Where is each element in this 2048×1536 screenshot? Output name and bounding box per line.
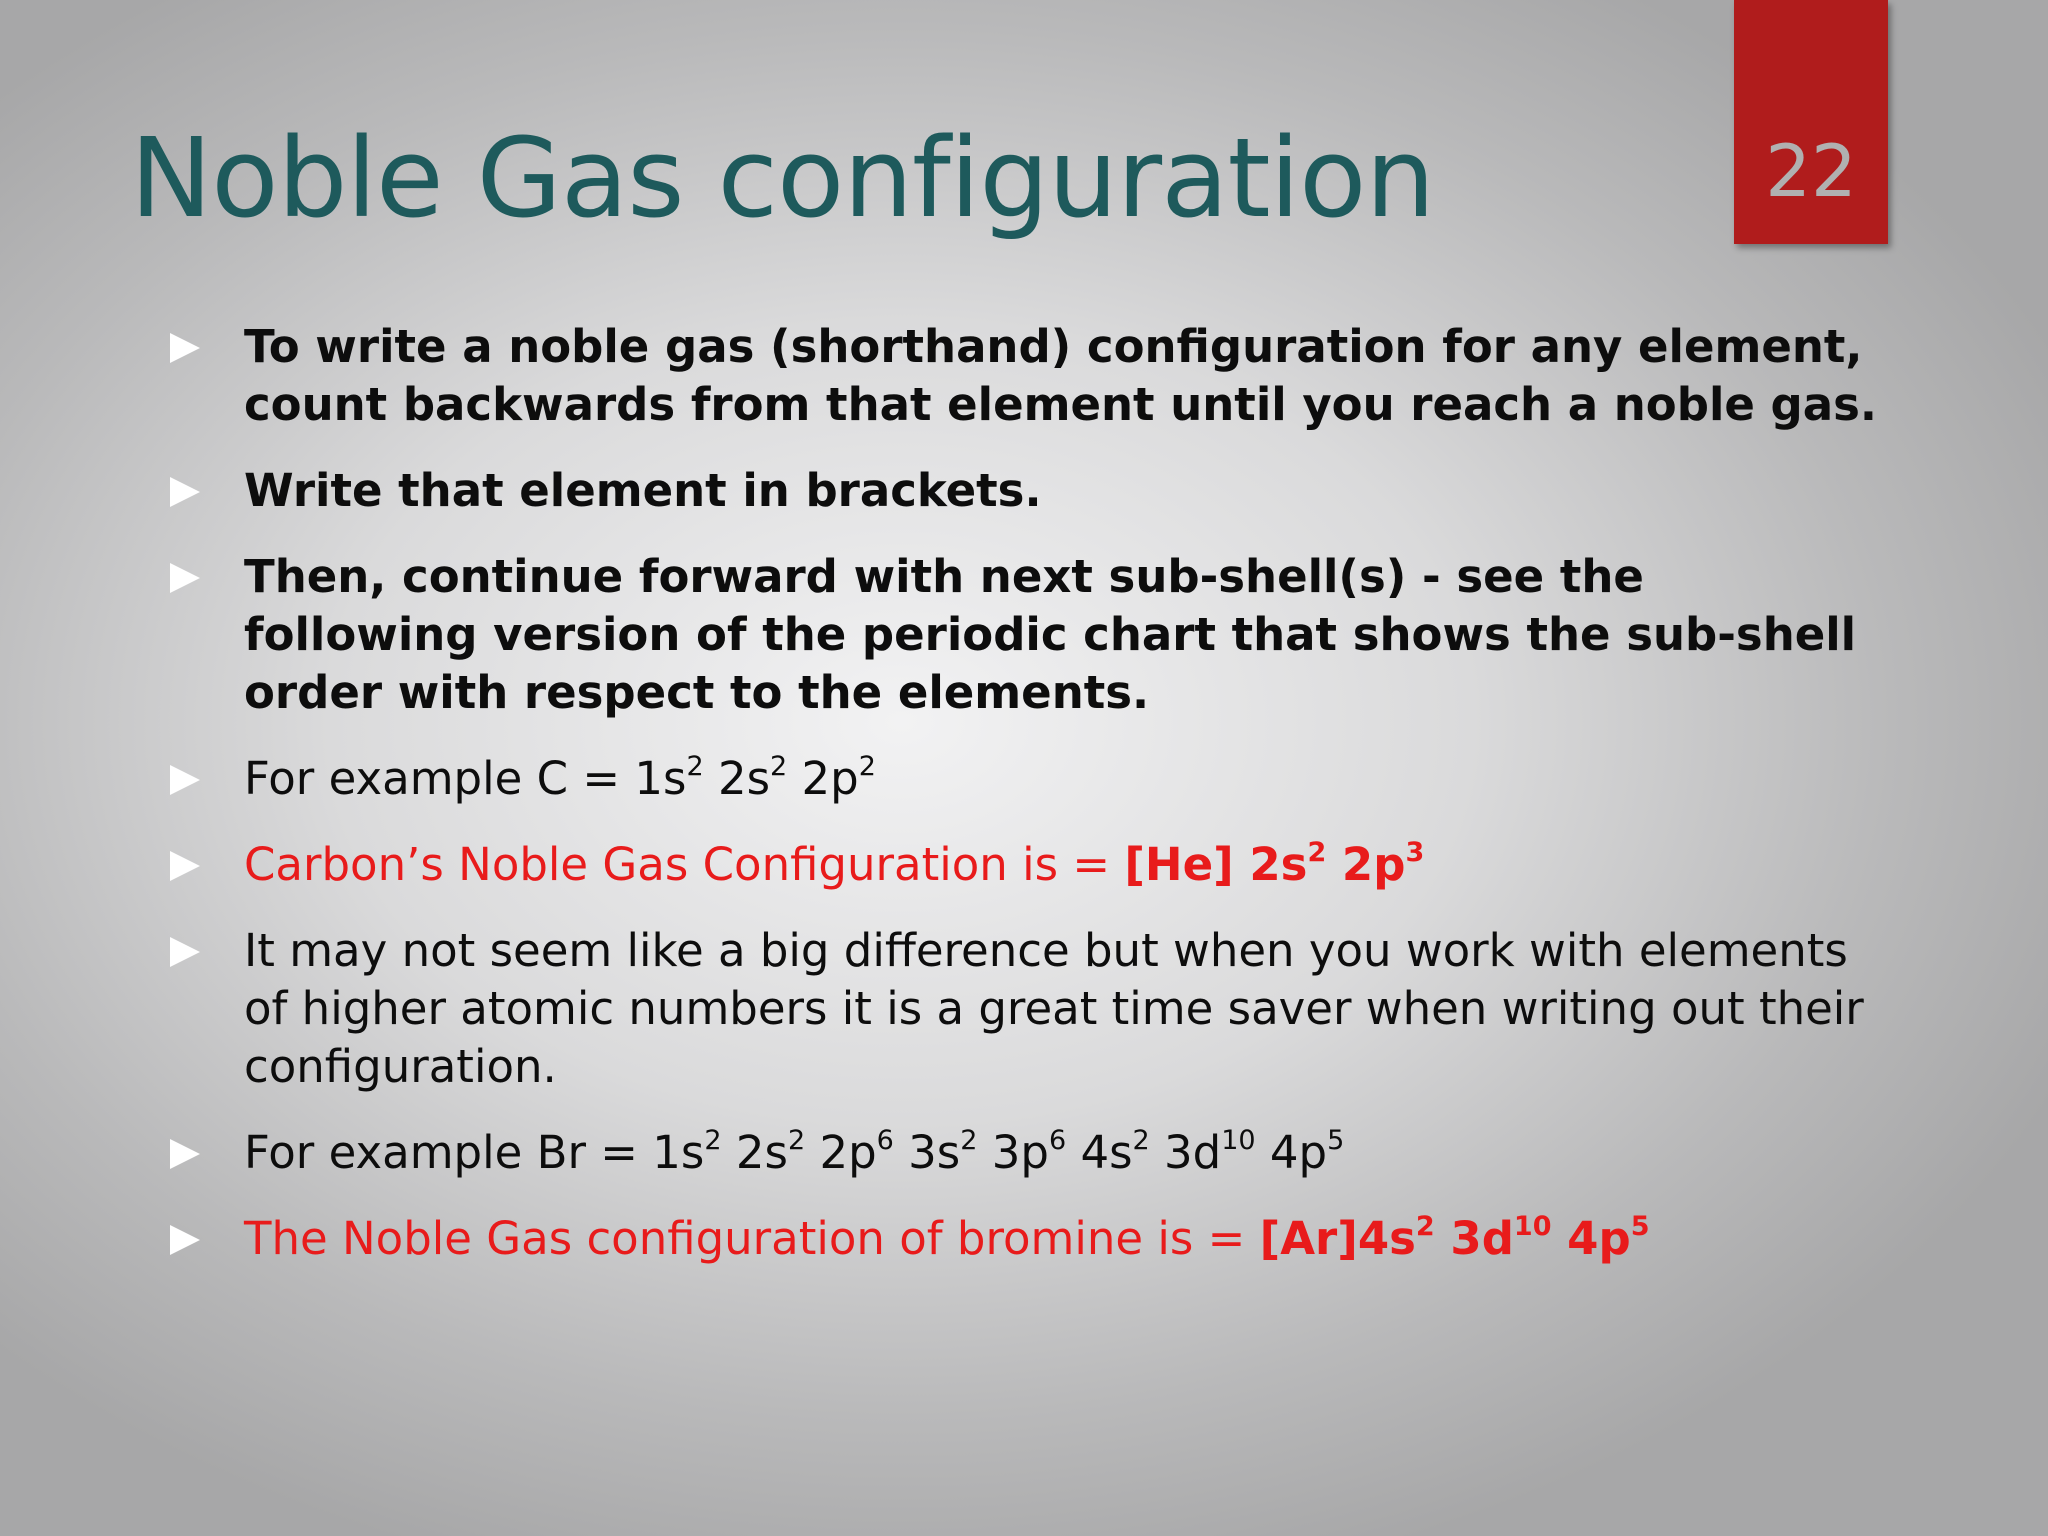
bullet-arrow-icon — [170, 477, 200, 507]
carbon-config-term: $1s^2$ — [634, 751, 704, 805]
bullet-item — [170, 1210, 1890, 1268]
bullet-item — [170, 750, 1890, 808]
bullet-item — [170, 922, 1890, 1096]
carbon-config-term: $2s^2$ — [717, 751, 788, 805]
bromine-noble-gas-config: $[Ar]4s^2$ $3d^{10}$ $4p^5$ — [1259, 1211, 1650, 1265]
bullet-text: It may not seem like a big difference but when you work with elements of higher atomic numbers it is a great time saver when writing out their configuration. — [244, 924, 1864, 1093]
bullet-text: Write that element in brackets. — [244, 464, 1042, 517]
carbon-noble-gas-config: [He] $2s^2$ $2p^3$ — [1124, 837, 1425, 891]
bullet-arrow-icon — [170, 1225, 200, 1255]
bullet-item — [170, 318, 1890, 434]
slide-title: Noble Gas configuration — [130, 114, 1435, 242]
bullet-arrow-icon — [170, 851, 200, 881]
bromine-config: $1s^2$ $2s^2$ $2p^6$ $3s^2$ $3p^6$ $4s^2$ $3d^{10}$ $4p^5$ — [652, 1125, 1345, 1179]
bullet-arrow-icon — [170, 333, 200, 363]
bullet-text: For example Br = — [244, 1126, 653, 1179]
page-number-badge — [1734, 0, 1888, 244]
bullet-text: Then, continue forward with next sub-shell(s) - see the following version of the periodic chart that shows the sub-shell order with respect to the elements. — [244, 550, 1857, 719]
bullet-item — [170, 462, 1890, 520]
bullet-text: For example C = — [244, 752, 635, 805]
bullet-list — [170, 318, 1890, 1296]
carbon-config-term: $2p^2$ — [801, 751, 876, 805]
bullet-arrow-icon — [170, 765, 200, 795]
bullet-item — [170, 1124, 1890, 1182]
bullet-text: To write a noble gas (shorthand) configuration for any element, count backwards from that element until you reach a noble gas. — [244, 320, 1878, 431]
bullet-item — [170, 548, 1890, 722]
bullet-item — [170, 836, 1890, 894]
page-number: 22 — [1765, 129, 1857, 213]
bullet-text: Carbon’s Noble Gas Configuration is = — [244, 838, 1125, 891]
bullet-arrow-icon — [170, 1139, 200, 1169]
bullet-arrow-icon — [170, 563, 200, 593]
bullet-text: The Noble Gas configuration of bromine is = — [244, 1212, 1260, 1265]
bullet-arrow-icon — [170, 937, 200, 967]
